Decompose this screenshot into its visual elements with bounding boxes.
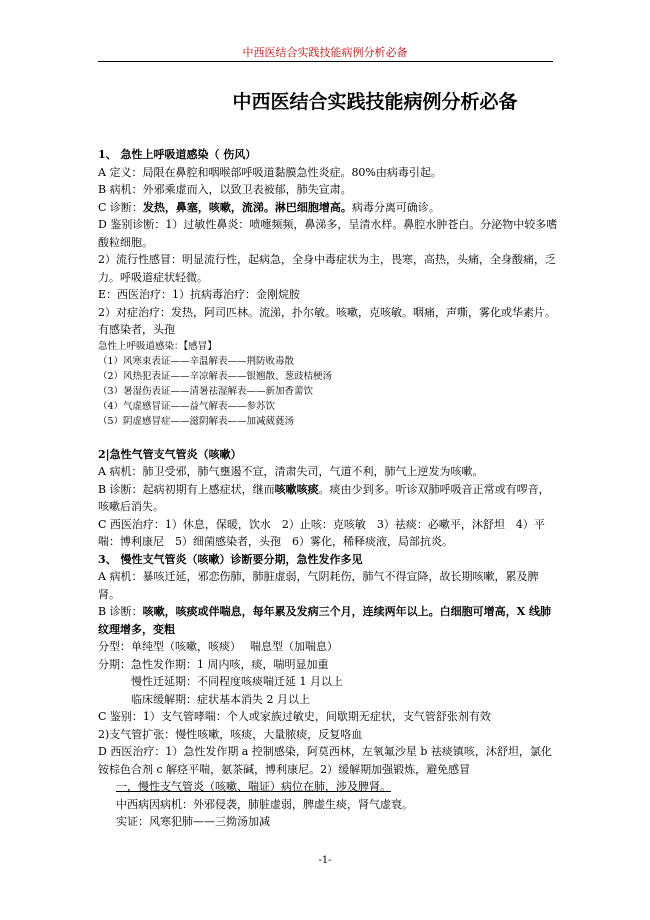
s2-diagnosis [98,481,558,516]
list-item: （5）阴虚感冒症——滋阴解表——加减葳蕤汤 [98,415,295,427]
s3-diagnosis-key: 咳嗽，咳痰或伴喘息，每年累及发病三个月，连续两年以上。白细胞可增高，X 线肺纹理增多，变粗 [98,605,551,636]
s2-diagnosis-key: 咳嗽咳痰 [274,482,319,496]
s1-diagnosis-rest: 病毒分离可确诊。 [351,200,440,214]
s1-western-treatment: E：西医治疗：1）抗病毒治疗：金刚烷胺 [98,288,301,301]
s3-diagnosis [98,603,558,638]
list-item: （4）气虚感冒证——益气解表——参苏饮 [98,400,276,412]
page-title: 中西医结合实践技能病例分析必备 [232,91,518,113]
s1-diagnosis-key: 发热，鼻塞，咳嗽，流涕。淋巴细胞增高。 [142,200,352,214]
s3-differential: C 鉴别：1）支气管哮喘：个人或家族过敏史，间歇期无症状，支气管舒张剂有效 [98,710,491,723]
s3-western-treatment: D 西医治疗：1）急性发作期 a 控制感染，阿莫西林，左氧氟沙星 b 祛痰镇咳，沐舒坦，氯化铵棕色合剂 c 解痉平喘，氨茶碱，博利康尼。2）缓解期加强锻炼，避免感冒 [98,745,552,776]
list-item: （3）暑湿伤表证——清暑祛湿解表——新加香薷饮 [98,385,314,397]
s3-tcm-cause: 中西病因病机：外邪侵袭，肺脏虚弱，脾虚生痰，肾气虚衰。 [116,797,413,811]
s3-tcm-pattern: 实证：风寒犯肺——三拗汤加减 [116,815,270,828]
s1-definition: A 定义：局限在鼻腔和咽喉部呼吸道黏膜急性炎症。80%由病毒引起。 [98,165,442,179]
s3-bronchiectasis: 2)支气管扩张：慢性咳嗽，咳痰，大量脓痰，反复咯血 [98,727,363,741]
s3-stage-chronic: 慢性迁延期：不同程度咳痰喘迁延 1 月以上 [131,675,343,688]
s2-western-treatment: C 西医治疗：1）休息，保暖，饮水 2）止咳：克咳敏 3）祛痰：必嗽平，沐舒坦 4）平喘：博利康尼 5）细菌感染者，头孢 6）雾化，稀释痰液，局部抗炎。 [98,517,545,548]
list-item: （1）风寒束表证——辛温解表——荆防败毒散 [98,355,295,367]
s1-diagnosis-label: C 诊断： [98,200,143,214]
s1-pathogenesis: B 病机：外邪乘虚而入，以致卫表被郁，肺失宣肃。 [98,183,352,196]
s3-tcm-subheading-wrap [98,778,558,796]
s3-stage-acute: 分期：急性发作期：1 周内咳，痰，喘明显加重 [98,657,329,671]
s3-types: 分型：单纯型（咳嗽，咳痰） 喘息型（加喘息） [98,640,338,653]
spacer [98,429,558,446]
s1-influenza: 2）流行性感冒：明显流行性，起病急，全身中毒症状为主，畏寒，高热，头痛，全身酸痛，乏力。呼吸道症状轻微。 [98,253,556,284]
s1-differential: D 鉴别诊断：1）过敏性鼻炎：喷嚏频频，鼻涕多，呈清水样。鼻腔水肿苍白。分泌物中较多嗜酸粒细胞。 [98,218,558,249]
s3-pathogenesis: A 病机：暴咳迁延，邪恋伤肺，肺脏虚弱，气阴耗伤，肺气不得宣降，故长期咳嗽，累及脾肾。 [98,570,539,601]
section-2-heading: 2|急性气管支气管炎（咳嗽） [98,447,242,461]
section-3-heading: 3、 慢性支气管炎（咳嗽）诊断要分期，急性发作多见 [98,552,363,566]
list-item: （2）风热犯表证——辛凉解表——银翘散、葱豉桔梗汤 [98,370,333,382]
s2-pathogenesis: A 病机：肺卫受邪，肺气壅遏不宣，清肃失司，气道不利，肺气上逆发为咳嗽。 [98,465,484,478]
s1-tcm-title: 急性上呼吸道感染：【感冒】 [98,340,217,352]
section-1-heading: 1、 急性上呼吸道感染（ 伤风） [98,148,257,161]
s1-diagnosis [98,199,558,217]
s2-diagnosis-post: 。痰由少到多。听诊双肺呼吸音正常或有啰音，咳嗽后消失。 [98,482,550,513]
document-body [98,146,558,831]
header-rule [98,61,553,62]
s2-diagnosis-pre: B 诊断：起病初期有上感症状，继而 [98,482,275,496]
s3-stage-remission: 临床缓解期：症状基本消失 2 月以上 [131,692,310,706]
running-header: 中西医结合实践技能病例分析必备 [242,46,408,59]
s3-tcm-subheading: 一，慢性支气管炎（咳嗽、喘证）病位在肺，涉及脾肾。 [116,780,391,793]
s3-diagnosis-label: B 诊断： [98,605,143,618]
page-number: -1- [318,855,332,866]
s1-symptomatic-treatment: 2）对症治疗：发热，阿司匹林。流涕，扑尔敏。咳嗽，克咳敏。咽痛，声嘶，雾化或华素片。有感染者，头孢 [98,305,556,336]
